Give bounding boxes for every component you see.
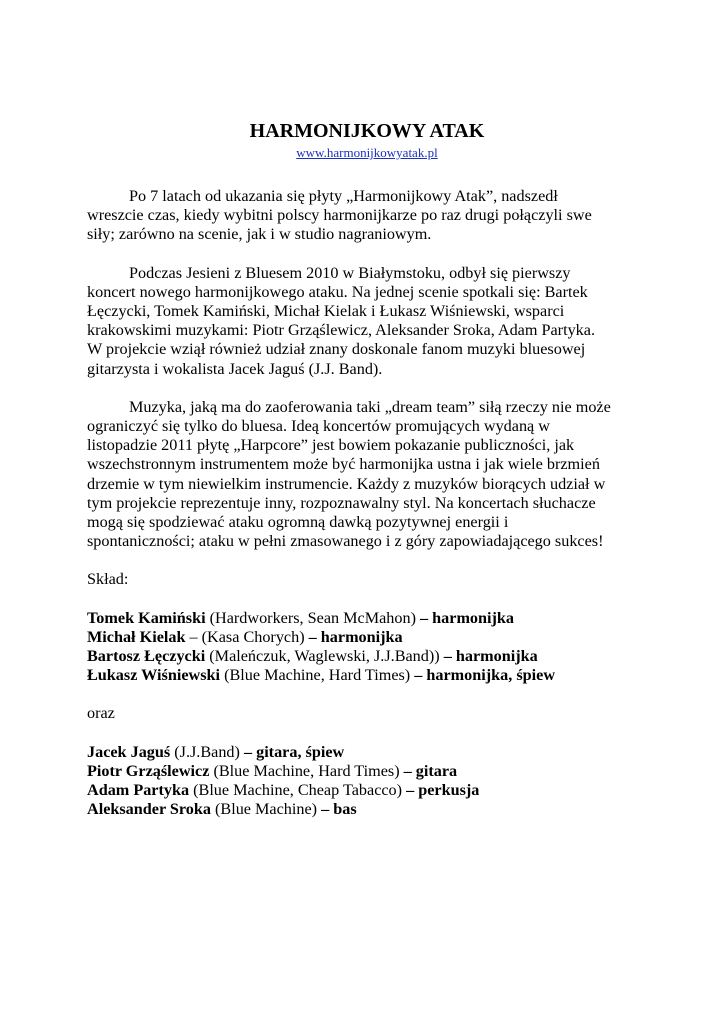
paragraph-line: spontaniczności; ataku w pełni zmasowanego i z góry zapowiadającego sukces! (87, 532, 604, 551)
other-musicians-list (87, 743, 647, 820)
member-role: – perkusja (406, 781, 480, 800)
member-bands: – (Kasa Chorych) (185, 627, 309, 646)
member-role: – gitara (403, 761, 458, 780)
member-line (87, 743, 647, 762)
paragraph-line: mogą się spodziewać ataku ogromną dawką pozytywnej energii i (87, 513, 509, 532)
member-name: Michał Kielak (87, 627, 186, 646)
member-line (87, 647, 647, 666)
member-name: Bartosz Łęczycki (87, 647, 206, 666)
paragraph-line: W projekcie wziął również udział znany doskonale fanom muzyki bluesowej (87, 340, 586, 359)
member-name: Tomek Kamiński (87, 608, 206, 627)
member-role: – harmonijka (308, 627, 403, 646)
member-name: Łukasz Wiśniewski (87, 666, 221, 685)
harmonica-players-list (87, 609, 647, 686)
member-line (87, 609, 647, 628)
member-bands: (Blue Machine, Cheap Tabacco) (189, 781, 407, 800)
paragraph-intro (87, 187, 647, 245)
member-role: – harmonijka (420, 608, 515, 627)
paragraph-line: gitarzysta i wokalista Jacek Jaguś (J.J. Band). (87, 359, 383, 378)
member-bands: (Hardworkers, Sean McMahon) (205, 608, 421, 627)
paragraph-line: Po 7 latach od ukazania się płyty „Harmonijkowy Atak”, nadszedł (129, 187, 558, 205)
paragraph-music (87, 398, 647, 552)
paragraph-line: drzemie w tym niewielkim instrumencie. Każdy z muzyków biorących udział w (87, 474, 606, 493)
document-title: HARMONIJKOWY ATAK (249, 120, 485, 142)
member-role: – harmonijka, śpiew (414, 666, 556, 685)
member-line (87, 800, 647, 819)
member-name: Piotr Grząślewicz (87, 761, 210, 780)
paragraph-line: Podczas Jesieni z Bluesem 2010 w Białymstoku, odbył się pierwszy (129, 263, 571, 282)
member-bands: (Blue Machine, Hard Times) (209, 761, 404, 780)
paragraph-line: krakowskimi muzykami: Piotr Grząślewicz, Aleksander Sroka, Adam Partyka. (87, 321, 595, 340)
website-link[interactable]: www.harmonijkowyatak.pl (296, 145, 438, 160)
paragraph-line: ograniczyć się tylko do bluesa. Ideą koncertów promujących wydaną w (87, 417, 550, 436)
member-role: – harmonijka (443, 647, 538, 666)
member-line (87, 628, 647, 647)
paragraph-line: siły; zarówno na scenie, jak i w studio nagraniowym. (87, 225, 432, 244)
member-bands: (Blue Machine, Hard Times) (220, 666, 415, 685)
paragraph-line: Muzyka, jaką ma do zaoferowania taki „dream team” siłą rzeczy nie może (129, 397, 611, 416)
paragraph-line: wszechstronnym instrumentem może być harmonijka ustna i jak wiele brzmień (87, 455, 600, 474)
member-bands: (Blue Machine) (210, 800, 322, 819)
paragraph-line: Łęczycki, Tomek Kamiński, Michał Kielak i Łukasz Wiśniewski, wsparci (87, 302, 565, 321)
paragraph-line: tym projekcie reprezentuje inny, rozpoznawalny styl. Na koncertach słuchacze (87, 493, 596, 512)
paragraph-line: listopadzie 2011 płytę „Harpcore” jest bowiem pokazanie publiczności, jak (87, 436, 575, 455)
paragraph-line: koncert nowego harmonijkowego ataku. Na jednej scenie spotkali się: Bartek (87, 282, 588, 301)
paragraph-concert (87, 264, 647, 379)
lineup-heading: Skład: (87, 570, 129, 589)
member-line (87, 781, 647, 800)
and-word: oraz (87, 704, 115, 723)
paragraph-line: wreszcie czas, kiedy wybitni polscy harmonijkarze po raz drugi połączyli swe (87, 206, 592, 225)
member-role: – gitara, śpiew (243, 742, 345, 761)
member-name: Jacek Jaguś (87, 742, 171, 761)
member-line (87, 666, 647, 685)
member-bands: (Maleńczuk, Waglewski, J.J.Band)) (205, 647, 444, 666)
member-name: Adam Partyka (87, 781, 190, 800)
document-page (87, 120, 647, 838)
member-role: – bas (321, 800, 357, 819)
member-line (87, 762, 647, 781)
member-name: Aleksander Sroka (87, 800, 211, 819)
member-bands: (J.J.Band) (170, 742, 244, 761)
